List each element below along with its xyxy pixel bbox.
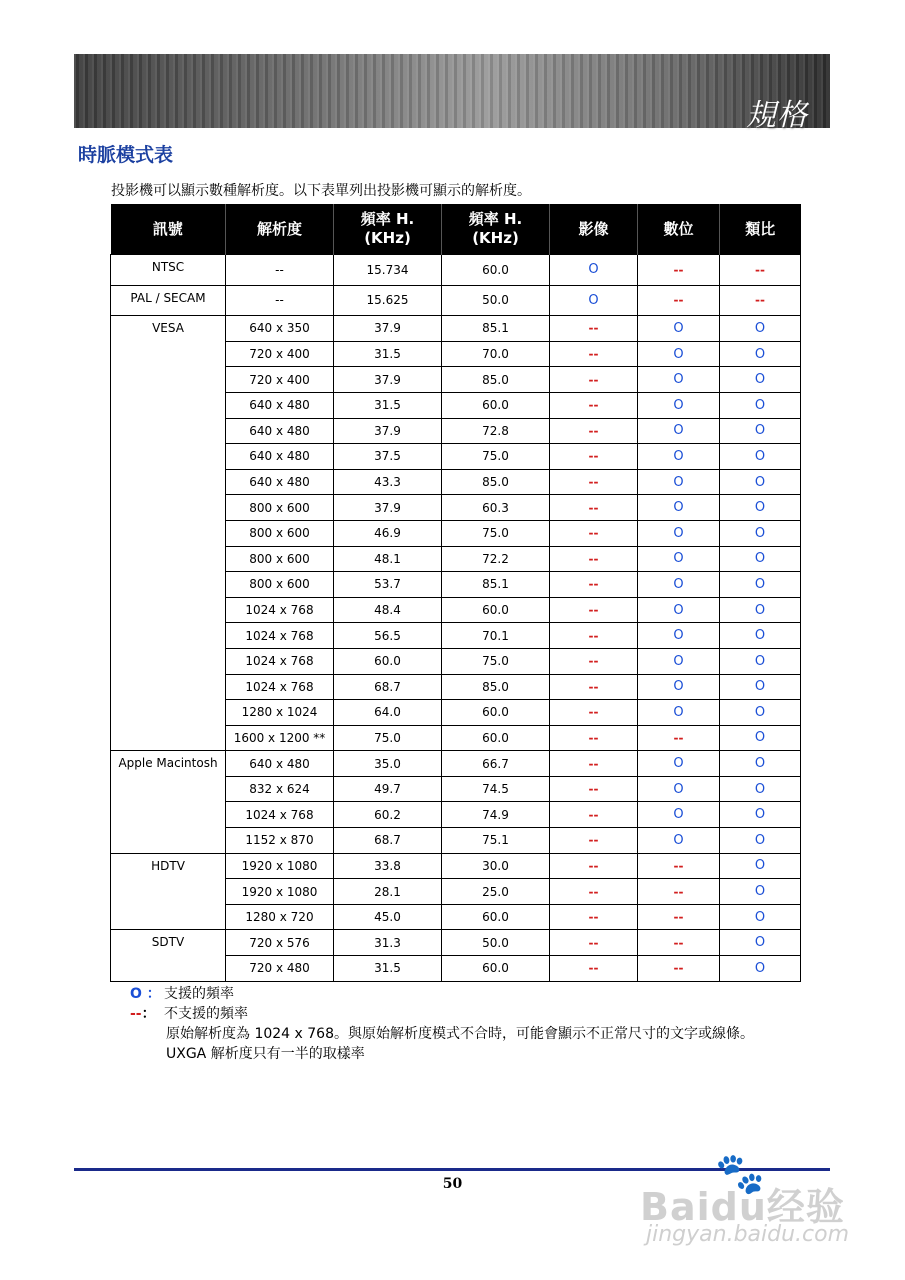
supported-mark: O [720, 674, 801, 700]
h-freq-cell: 31.5 [334, 956, 442, 982]
h-freq-cell: 68.7 [334, 828, 442, 854]
unsupported-mark: -- [550, 956, 638, 982]
header-banner [74, 54, 830, 133]
resolution-cell: 640 x 480 [226, 392, 334, 418]
v-freq-cell: 60.0 [442, 255, 550, 286]
resolution-cell: 832 x 624 [226, 776, 334, 802]
v-freq-cell: 85.0 [442, 469, 550, 495]
column-header: 頻率 H. (KHz) [442, 204, 550, 255]
h-freq-cell: 53.7 [334, 572, 442, 598]
supported-mark: O [638, 546, 720, 572]
h-freq-cell: 15.625 [334, 285, 442, 316]
v-freq-cell: 75.0 [442, 444, 550, 470]
unsupported-mark: -- [550, 828, 638, 854]
h-freq-cell: 33.8 [334, 853, 442, 879]
unsupported-mark: -- [550, 392, 638, 418]
watermark-url: jingyan.baidu.com [646, 1222, 850, 1247]
unsupported-mark: -- [638, 285, 720, 316]
v-freq-cell: 85.0 [442, 674, 550, 700]
supported-mark: O [720, 725, 801, 751]
v-freq-cell: 72.8 [442, 418, 550, 444]
h-freq-cell: 15.734 [334, 255, 442, 286]
supported-mark: O [720, 469, 801, 495]
unsupported-mark: -- [550, 495, 638, 521]
supported-mark: O [720, 904, 801, 930]
unsupported-mark: -- [550, 316, 638, 342]
unsupported-mark: -- [550, 648, 638, 674]
table-body [111, 255, 801, 982]
h-freq-cell: 48.1 [334, 546, 442, 572]
supported-mark: O [720, 700, 801, 726]
resolution-cell: 1152 x 870 [226, 828, 334, 854]
resolution-cell: 1024 x 768 [226, 802, 334, 828]
supported-mark: O [720, 802, 801, 828]
supported-mark: O [638, 828, 720, 854]
supported-mark: O [638, 520, 720, 546]
v-freq-cell: 74.9 [442, 802, 550, 828]
supported-mark: O [638, 648, 720, 674]
resolution-cell: 720 x 576 [226, 930, 334, 956]
supported-mark: O [638, 316, 720, 342]
signal-cell: Apple Macintosh [111, 751, 226, 853]
resolution-cell: 800 x 600 [226, 572, 334, 598]
table-header-row [111, 204, 801, 255]
h-freq-cell: 31.3 [334, 930, 442, 956]
supported-mark: O [638, 776, 720, 802]
h-freq-cell: 37.9 [334, 316, 442, 342]
v-freq-cell: 60.0 [442, 597, 550, 623]
h-freq-cell: 68.7 [334, 674, 442, 700]
unsupported-mark: -- [550, 572, 638, 598]
supported-mark: O [720, 418, 801, 444]
v-freq-cell: 85.1 [442, 572, 550, 598]
page-number: 50 [442, 1176, 463, 1192]
resolution-cell: 1280 x 1024 [226, 700, 334, 726]
resolution-cell: 720 x 400 [226, 367, 334, 393]
resolution-cell: 640 x 480 [226, 469, 334, 495]
resolution-cell: -- [226, 255, 334, 286]
supported-mark: O [720, 495, 801, 521]
signal-cell: PAL / SECAM [111, 285, 226, 316]
table-row [111, 751, 801, 777]
legend-unsupported [130, 1004, 754, 1024]
supported-mark: O [720, 828, 801, 854]
table-row [111, 316, 801, 342]
resolution-cell: 1920 x 1080 [226, 879, 334, 905]
h-freq-cell: 46.9 [334, 520, 442, 546]
supported-mark: O [638, 418, 720, 444]
h-freq-cell: 31.5 [334, 341, 442, 367]
unsupported-mark: -- [638, 853, 720, 879]
unsupported-mark: -- [550, 444, 638, 470]
supported-mark: O [720, 623, 801, 649]
h-freq-cell: 48.4 [334, 597, 442, 623]
unsupported-mark: -- [550, 776, 638, 802]
legend-supported [130, 984, 754, 1004]
supported-mark: O [638, 367, 720, 393]
resolution-cell: 1024 x 768 [226, 674, 334, 700]
resolution-cell: 800 x 600 [226, 495, 334, 521]
resolution-cell: 800 x 600 [226, 520, 334, 546]
signal-cell: HDTV [111, 853, 226, 930]
resolution-cell: 640 x 480 [226, 418, 334, 444]
supported-mark: O [720, 879, 801, 905]
unsupported-mark: -- [550, 751, 638, 777]
resolution-cell: 1024 x 768 [226, 597, 334, 623]
unsupported-mark: -- [550, 469, 638, 495]
signal-cell: NTSC [111, 255, 226, 286]
unsupported-mark: -- [550, 341, 638, 367]
legend-note-native-resolution: 原始解析度為 1024 x 768。與原始解析度模式不合時，可能會顯示不正常尺寸的文字或線條。 [166, 1026, 754, 1042]
column-header: 頻率 H. (KHz) [334, 204, 442, 255]
supported-mark: O [638, 597, 720, 623]
unsupported-mark: -- [550, 418, 638, 444]
v-freq-cell: 75.0 [442, 648, 550, 674]
v-freq-cell: 50.0 [442, 285, 550, 316]
supported-mark: O [720, 572, 801, 598]
v-freq-cell: 50.0 [442, 930, 550, 956]
resolution-cell: 720 x 400 [226, 341, 334, 367]
supported-mark: O [720, 751, 801, 777]
h-freq-cell: 35.0 [334, 751, 442, 777]
supported-mark: O [638, 623, 720, 649]
v-freq-cell: 60.0 [442, 392, 550, 418]
unsupported-text: 不支援的頻率 [164, 1006, 248, 1022]
unsupported-mark: -- [550, 802, 638, 828]
v-freq-cell: 75.0 [442, 520, 550, 546]
resolution-cell: -- [226, 285, 334, 316]
h-freq-cell: 43.3 [334, 469, 442, 495]
h-freq-cell: 45.0 [334, 904, 442, 930]
banner-title: 規格 [746, 98, 808, 133]
baidu-watermark [640, 1150, 860, 1270]
unsupported-mark: -- [550, 904, 638, 930]
v-freq-cell: 70.0 [442, 341, 550, 367]
column-header: 數位 [638, 204, 720, 255]
supported-mark: O [638, 444, 720, 470]
v-freq-cell: 70.1 [442, 623, 550, 649]
supported-mark: O [720, 316, 801, 342]
unsupported-symbol: --： [130, 1006, 156, 1022]
supported-mark: O [720, 367, 801, 393]
v-freq-cell: 75.1 [442, 828, 550, 854]
resolution-cell: 640 x 480 [226, 751, 334, 777]
v-freq-cell: 60.0 [442, 725, 550, 751]
signal-cell: SDTV [111, 930, 226, 981]
supported-mark: O [638, 572, 720, 598]
column-header: 訊號 [111, 204, 226, 255]
h-freq-cell: 37.5 [334, 444, 442, 470]
page-title: 時脈模式表 [78, 144, 174, 166]
column-header: 類比 [720, 204, 801, 255]
unsupported-mark: -- [550, 546, 638, 572]
column-header: 影像 [550, 204, 638, 255]
h-freq-cell: 60.0 [334, 648, 442, 674]
table-row [111, 930, 801, 956]
watermark-logo: Baidu经验 [640, 1185, 845, 1229]
supported-mark: O [720, 956, 801, 982]
resolution-cell: 720 x 480 [226, 956, 334, 982]
v-freq-cell: 60.3 [442, 495, 550, 521]
table-row [111, 285, 801, 316]
h-freq-cell: 37.9 [334, 418, 442, 444]
supported-mark: O [638, 802, 720, 828]
supported-mark: O [638, 341, 720, 367]
unsupported-mark: -- [550, 520, 638, 546]
supported-mark: O [638, 392, 720, 418]
supported-mark: O [638, 751, 720, 777]
resolution-cell: 1280 x 720 [226, 904, 334, 930]
unsupported-mark: -- [550, 700, 638, 726]
h-freq-cell: 56.5 [334, 623, 442, 649]
resolution-cell: 1024 x 768 [226, 648, 334, 674]
h-freq-cell: 75.0 [334, 725, 442, 751]
resolution-cell: 800 x 600 [226, 546, 334, 572]
h-freq-cell: 60.2 [334, 802, 442, 828]
supported-mark: O [638, 700, 720, 726]
supported-mark: O [720, 546, 801, 572]
table-row [111, 255, 801, 286]
h-freq-cell: 37.9 [334, 367, 442, 393]
supported-mark: O [720, 444, 801, 470]
h-freq-cell: 64.0 [334, 700, 442, 726]
supported-mark: O [720, 853, 801, 879]
supported-mark: O [550, 285, 638, 316]
unsupported-mark: -- [638, 904, 720, 930]
unsupported-mark: -- [638, 255, 720, 286]
v-freq-cell: 74.5 [442, 776, 550, 802]
unsupported-mark: -- [638, 879, 720, 905]
column-header: 解析度 [226, 204, 334, 255]
intro-text: 投影機可以顯示數種解析度。以下表單列出投影機可顯示的解析度。 [111, 183, 531, 199]
supported-mark: O [720, 776, 801, 802]
v-freq-cell: 66.7 [442, 751, 550, 777]
supported-mark: O [638, 469, 720, 495]
v-freq-cell: 60.0 [442, 700, 550, 726]
resolution-cell: 640 x 350 [226, 316, 334, 342]
paw-icon: 🐾 [715, 1151, 765, 1197]
supported-mark: O [720, 341, 801, 367]
unsupported-mark: -- [550, 674, 638, 700]
signal-cell: VESA [111, 316, 226, 751]
unsupported-mark: -- [550, 597, 638, 623]
unsupported-mark: -- [720, 285, 801, 316]
unsupported-mark: -- [550, 930, 638, 956]
supported-mark: O [550, 255, 638, 286]
resolution-cell: 1024 x 768 [226, 623, 334, 649]
unsupported-mark: -- [550, 853, 638, 879]
supported-mark: O [638, 495, 720, 521]
timing-mode-table [110, 204, 801, 982]
supported-mark: O [720, 648, 801, 674]
v-freq-cell: 85.0 [442, 367, 550, 393]
supported-mark: O [638, 674, 720, 700]
unsupported-mark: -- [638, 930, 720, 956]
unsupported-mark: -- [550, 367, 638, 393]
v-freq-cell: 60.0 [442, 904, 550, 930]
unsupported-mark: -- [550, 623, 638, 649]
supported-symbol: O ： [130, 986, 161, 1002]
v-freq-cell: 25.0 [442, 879, 550, 905]
unsupported-mark: -- [550, 879, 638, 905]
table-row [111, 853, 801, 879]
supported-mark: O [720, 520, 801, 546]
resolution-cell: 1920 x 1080 [226, 853, 334, 879]
legend [130, 984, 754, 1064]
unsupported-mark: -- [638, 956, 720, 982]
v-freq-cell: 60.0 [442, 956, 550, 982]
h-freq-cell: 37.9 [334, 495, 442, 521]
resolution-cell: 640 x 480 [226, 444, 334, 470]
unsupported-mark: -- [720, 255, 801, 286]
supported-mark: O [720, 597, 801, 623]
supported-text: 支援的頻率 [164, 986, 234, 1002]
h-freq-cell: 49.7 [334, 776, 442, 802]
v-freq-cell: 30.0 [442, 853, 550, 879]
resolution-cell: 1600 x 1200 ** [226, 725, 334, 751]
supported-mark: O [720, 930, 801, 956]
supported-mark: O [720, 392, 801, 418]
v-freq-cell: 72.2 [442, 546, 550, 572]
h-freq-cell: 31.5 [334, 392, 442, 418]
h-freq-cell: 28.1 [334, 879, 442, 905]
v-freq-cell: 85.1 [442, 316, 550, 342]
legend-note-uxga: UXGA 解析度只有一半的取樣率 [166, 1046, 365, 1062]
unsupported-mark: -- [638, 725, 720, 751]
unsupported-mark: -- [550, 725, 638, 751]
